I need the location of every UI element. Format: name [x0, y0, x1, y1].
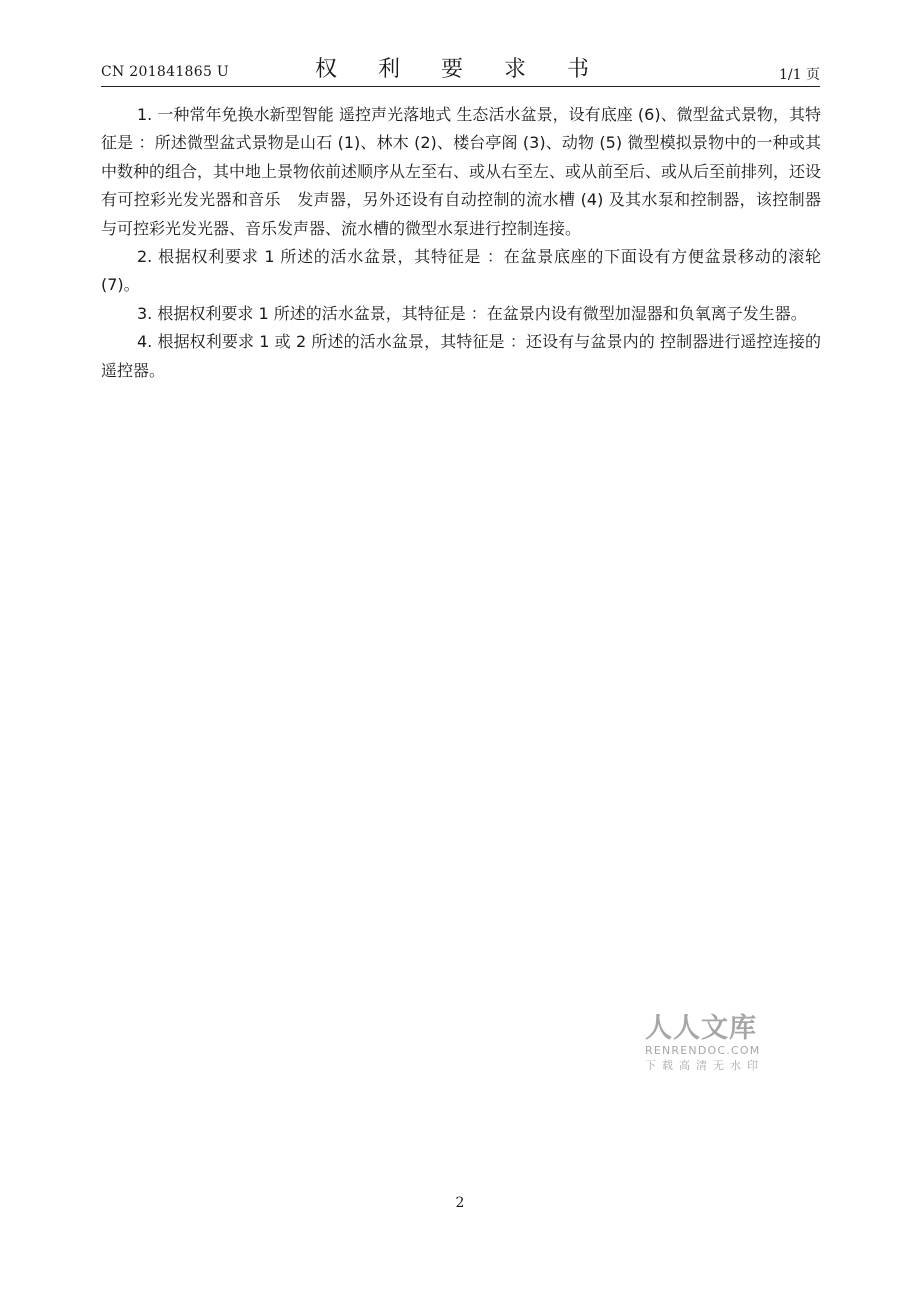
document-header [101, 50, 820, 87]
claim-2: 2. 根据权利要求 1 所述的活水盆景，其特征是 ：在盆景底座的下面设有方便盆景移动的滚轮 (7)。 [101, 247, 821, 295]
page-number: 2 [455, 1195, 465, 1211]
claim-3: 3. 根据权利要求 1 所述的活水盆景，其特征是 ：在盆景内设有微型加湿器和负氧离子发生器。 [137, 303, 807, 323]
watermark-site: RENRENDOC.COM [645, 1044, 761, 1057]
document-title: 权 利 要 求 书 [315, 57, 606, 82]
claim-4: 4. 根据权利要求 1 或 2 所述的活水盆景，其特征是 ：还设有与盆景内的 控制器进行遥控连接的遥控器。 [101, 332, 821, 380]
claims-body [101, 101, 821, 385]
claim-1: 1. 一种常年免换水新型智能 遥控声光落地式 生态活水盆景，设有底座 (6)、微型盆式景物，其特征是 ：所述微型盆式景物是山石 (1)、林木 (2)、楼台亭阁 (3)、动物 (5) 微型模拟景物中的一种或其中数种的组合，其中地上景物依前述顺序从左至右、或从右至左、或从前至后、或从后至前排列，还设有可控彩光发光器和音乐 发声器，另外还设有自动控制的流水槽 (4) 及其水泵和控制器，该控制器与可控彩光发光器、音乐发声器、流水槽的微型水泵进行控制连接。 [101, 105, 822, 238]
patent-number: CN 201841865 U [101, 64, 230, 80]
watermark-subtitle: 下载高清无水印 [645, 1059, 764, 1072]
watermark-title: 人人文库 [645, 1013, 757, 1044]
watermark-logo [645, 1014, 775, 1073]
page-count: 1/1 页 [779, 67, 820, 83]
